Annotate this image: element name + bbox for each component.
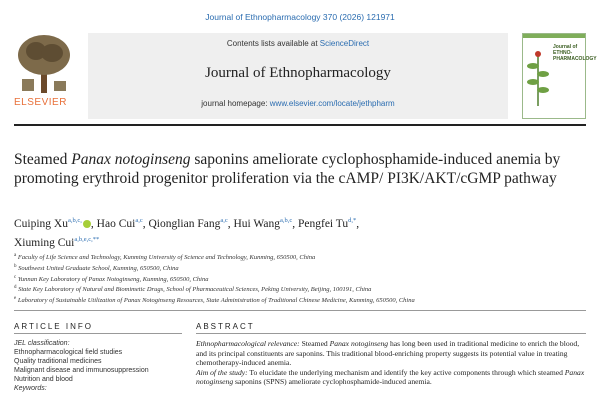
corresponding-author-marker[interactable]: * bbox=[353, 217, 357, 224]
affiliation-item bbox=[14, 295, 586, 306]
abstract-body bbox=[196, 339, 586, 387]
title-part-1: Steamed bbox=[14, 151, 72, 168]
abstract-text: saponins (SPNS) ameliorate cyclophosphamide-induced anemia. bbox=[233, 377, 432, 387]
orcid-icon[interactable] bbox=[83, 220, 91, 228]
article-info-rule bbox=[14, 333, 182, 334]
affiliation-text: State Key Laboratory of Natural and Biomimetic Drugs, School of Pharmaceutical Sciences, Peking University, Beijing, 100191, China bbox=[18, 286, 372, 294]
publisher-name: ELSEVIER bbox=[14, 97, 67, 108]
elsevier-tree-icon bbox=[16, 33, 72, 95]
affiliation-label: c bbox=[14, 274, 17, 280]
homepage-link[interactable]: www.elsevier.com/locate/jethpharm bbox=[269, 99, 395, 108]
masthead-band bbox=[88, 33, 508, 119]
title-species: Panax notoginseng bbox=[71, 151, 191, 168]
author-name[interactable]: Hao Cui bbox=[96, 217, 136, 230]
journal-citation[interactable]: Journal of Ethnopharmacology 370 (2026) 121971 bbox=[205, 12, 395, 22]
author-affil-marker[interactable]: a,c bbox=[135, 217, 143, 224]
affiliation-item bbox=[14, 252, 586, 263]
affiliation-label: e bbox=[14, 296, 17, 301]
author-name[interactable]: Qionglian Fang bbox=[148, 217, 221, 230]
corresponding-author-marker[interactable]: ** bbox=[92, 235, 100, 243]
cover-top-bar bbox=[523, 34, 585, 38]
jel-classification-label: JEL classification: bbox=[14, 340, 70, 347]
abstract-section-label: Aim of the study: bbox=[196, 367, 248, 377]
keywords-label: Keywords: bbox=[14, 385, 47, 392]
jel-item: Quality traditional medicines bbox=[14, 358, 102, 365]
sciencedirect-link[interactable]: ScienceDirect bbox=[319, 39, 370, 48]
jel-item: Nutrition and blood bbox=[14, 376, 73, 383]
article-title bbox=[14, 150, 586, 188]
affiliation-item bbox=[14, 284, 586, 295]
abstract-section-label: Ethnopharmacological relevance: bbox=[196, 339, 300, 348]
affiliation-label: b bbox=[14, 263, 17, 269]
author-affil-marker[interactable]: a,b,c bbox=[279, 217, 293, 224]
homepage-prefix: journal homepage: bbox=[201, 99, 270, 108]
contents-line bbox=[88, 39, 508, 48]
author-list: Cuiping $Xu^{a,b,c,}$ , Hao Cui$^{a,c}$, Qionglian Fang$^{a,c}$, Hui Wang$^{a,b,c}$, Pengfei $Tu^{d,*}$, Xiuming Cui$^{a,b,e,c,**}$ bbox=[14, 217, 360, 249]
journal-masthead bbox=[14, 33, 597, 119]
jel-item: Malignant disease and immunosuppression bbox=[14, 367, 149, 374]
author-affil-marker[interactable]: a,c bbox=[220, 217, 228, 224]
cover-title: Journal of ETHNO-PHARMACOLOGY bbox=[553, 44, 597, 62]
abstract-text: To elucidate the underlying mechanism and identify the key active components through which steamed bbox=[247, 367, 565, 377]
affiliation-text: Laboratory of Sustainable Utilization of Panax Notoginseng Resources, State Administration of Traditional Chinese Medicine, Kunming, 650500, China bbox=[17, 297, 415, 305]
abstract-heading: ABSTRACT bbox=[196, 322, 255, 331]
author-name[interactable]: Hui Wang bbox=[233, 217, 280, 230]
author-name[interactable]: Xiuming Cui bbox=[14, 236, 75, 249]
abstract-species: Panax notoginseng bbox=[196, 367, 585, 387]
affiliation-text: Southwest United Graduate School, Kunming, 650500, China bbox=[18, 264, 179, 272]
affiliation-text: Yunnan Key Laboratory of Panax Notoginseng, Kunming, 650500, China bbox=[17, 275, 209, 283]
author-affil-marker[interactable]: a,b,c, bbox=[68, 217, 82, 224]
cover-plant-icon bbox=[525, 46, 551, 106]
affiliation-list bbox=[14, 252, 586, 306]
affiliation-item bbox=[14, 263, 586, 274]
author-affil-marker[interactable]: d, bbox=[348, 217, 354, 224]
affiliation-text: Faculty of Life Science and Technology, Kunming University of Science and Technology, Kunming, 650500, China bbox=[17, 254, 316, 262]
journal-title: Journal of Ethnopharmacology bbox=[205, 65, 391, 81]
section-divider bbox=[14, 310, 586, 311]
abstract-text: Steamed bbox=[299, 339, 330, 348]
journal-homepage bbox=[88, 99, 508, 108]
author-name[interactable]: Pengfei Tu bbox=[298, 217, 349, 230]
contents-prefix: Contents lists available at bbox=[226, 39, 320, 48]
abstract-rule bbox=[196, 333, 586, 334]
affiliation-item bbox=[14, 274, 586, 285]
affiliation-label: d bbox=[14, 285, 17, 291]
title-part-2: saponins ameliorate cyclophosphamide-induced anemia by promoting erythroid progenitor proliferation via the cAMP/ PI3K/AKT/cGMP pathway bbox=[14, 151, 561, 187]
article-info-heading: ARTICLE INFO bbox=[14, 322, 93, 331]
article-info-panel bbox=[14, 339, 182, 393]
journal-cover-thumbnail[interactable] bbox=[522, 33, 597, 119]
abstract-paragraph bbox=[196, 339, 586, 368]
affiliation-label: a bbox=[14, 253, 17, 258]
abstract-species: Panax notoginseng bbox=[329, 339, 389, 348]
abstract-paragraph bbox=[196, 368, 586, 387]
author-affil-marker[interactable]: a,b,e,c, bbox=[74, 235, 93, 243]
elsevier-logo[interactable] bbox=[14, 33, 74, 109]
masthead-divider bbox=[14, 124, 586, 126]
jel-item: Ethnopharmacological field studies bbox=[14, 349, 123, 356]
abstract-text: has long been used in traditional medicine to enrich the blood, and its principal constituents are saponins. This traditional blood-enriching property suggests its potential value in treating chemotherapy-induced anemia. bbox=[196, 339, 580, 368]
author-name[interactable]: Cuiping Xu bbox=[14, 217, 68, 230]
